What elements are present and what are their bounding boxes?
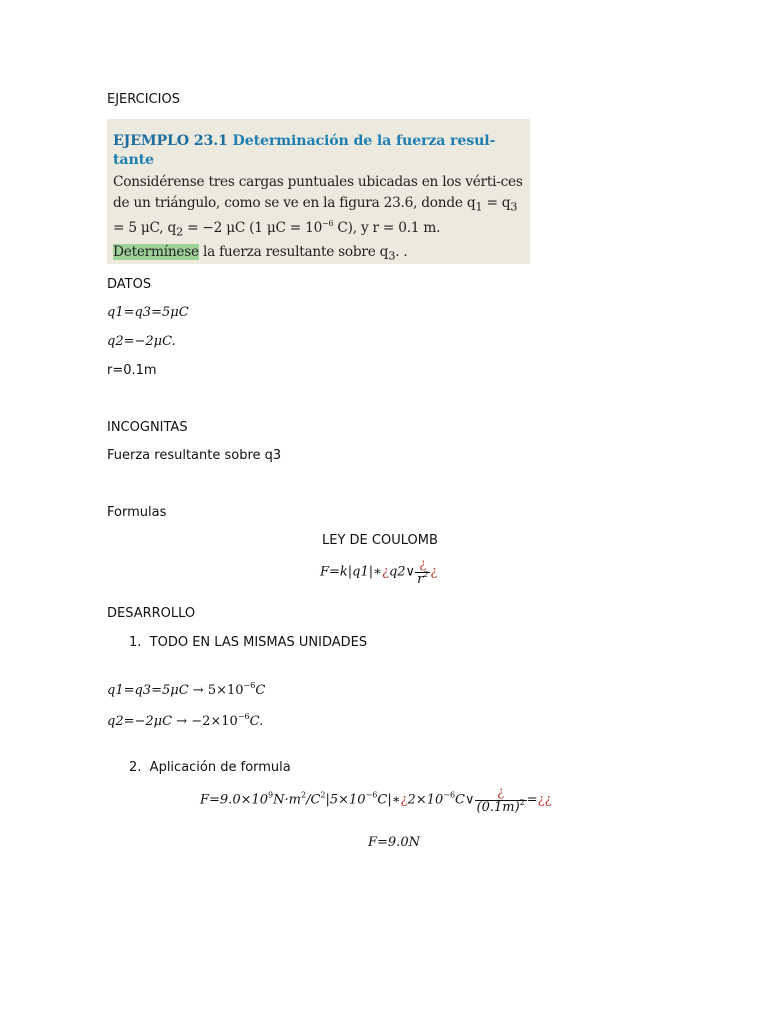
step-1: 1. TODO EN LAS MISMAS UNIDADES bbox=[129, 635, 368, 650]
heading-incognitas: INCOGNITAS bbox=[107, 420, 188, 435]
excerpt-title: Determinación de la fuerza resul-tante bbox=[113, 133, 496, 168]
incognita-text: Fuerza resultante sobre q3 bbox=[107, 448, 282, 463]
conversion-q1-q3: $q1=q3=5\mu C \to 5\times 10^{-6}C$ bbox=[107, 681, 266, 698]
heading-formulas: Formulas bbox=[107, 505, 167, 520]
heading-ejercicios: EJERCICIOS bbox=[107, 92, 180, 107]
heading-desarrollo: DESARROLLO bbox=[107, 606, 196, 621]
excerpt-highlight: Determínese bbox=[113, 244, 199, 261]
result: F=9.0N bbox=[368, 835, 420, 850]
excerpt-body: Considérense tres cargas puntuales ubicadas en los vérti-ces de un triángulo, como se ve en la figura 23.6, donde $q_1 = q_3 = 5$ μC, $q_2 = -2$ μC (1 $\mu C = 10^{-6}$ C), y r = 0.1 m. Determínese la fuerza resultante sobre $q_3$. . bbox=[113, 174, 523, 264]
coulomb-formula: F=k|q1|∗¿q2∨ $\frac{¿}{r^2}$ ¿ bbox=[320, 557, 438, 587]
excerpt-heading bbox=[113, 132, 523, 170]
formula-application: $F=9.0\times 10^9N\cdot m^2/C^2|5\times 10^{-6}C|∗¿2\times 10^{-6}C\vee$ $\frac{¿}{(0.1m)^2}$ =¿¿ bbox=[200, 785, 552, 815]
dato-q1-q3: q1=q3=5μC bbox=[107, 305, 189, 320]
conversion-q2: $q2=-2\mu C \to -2\times 10^{-6}C$. bbox=[107, 712, 264, 729]
application-fraction: $\frac{¿}{(0.1m)^2}$ bbox=[476, 785, 525, 815]
excerpt-tag: EJEMPLO 23.1 bbox=[113, 133, 228, 149]
formula-fraction: $\frac{¿}{r^2}$ bbox=[417, 557, 429, 587]
heading-datos: DATOS bbox=[107, 277, 152, 292]
dato-q2: q2=−2μC. bbox=[107, 334, 176, 349]
dato-r: r=0.1m bbox=[107, 363, 157, 378]
textbook-excerpt-image bbox=[107, 119, 530, 264]
step-2: 2. Aplicación de formula bbox=[129, 760, 291, 775]
heading-ley-coulomb: LEY DE COULOMB bbox=[322, 533, 438, 548]
